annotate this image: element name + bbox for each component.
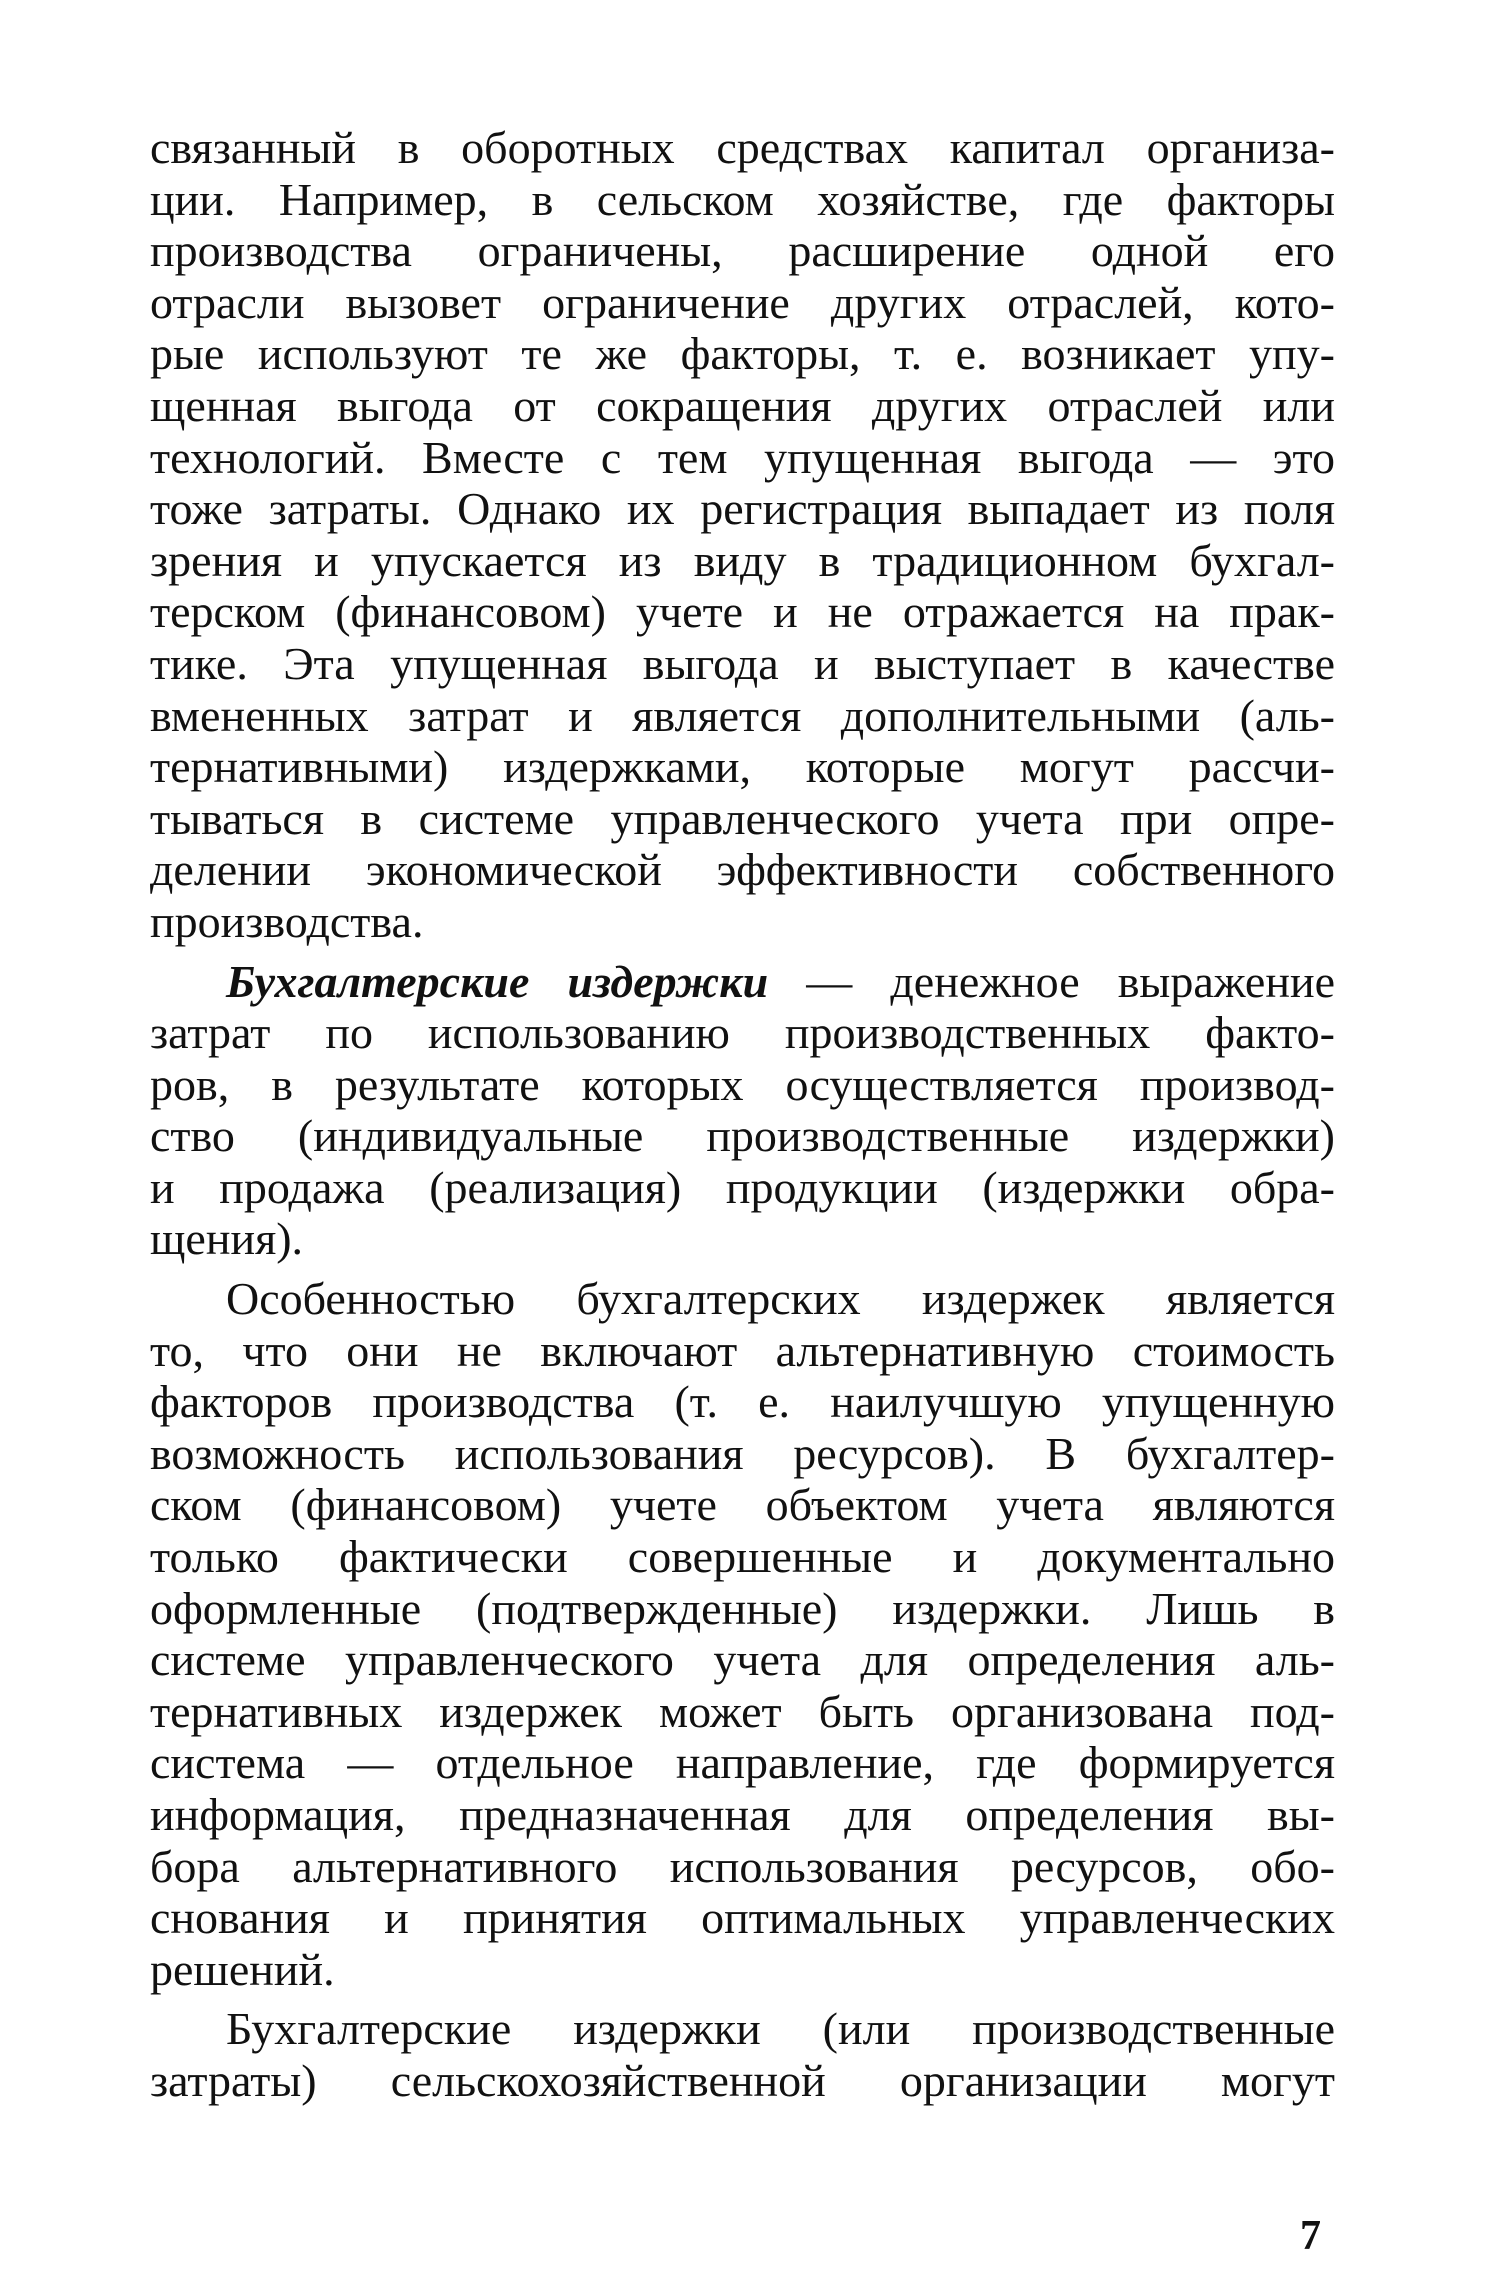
text-line: ров, в результате которых осуществляется производ- — [150, 1058, 1335, 1110]
text-line: возможность использования ресурсов). В бухгалтер- — [150, 1427, 1335, 1479]
text-line: производства. — [150, 895, 424, 947]
text-line: то, что они не включают альтернативную стоимость — [150, 1324, 1335, 1376]
defined-term: Бухгалтерские издержки — [226, 955, 769, 1007]
text-line: тываться в системе управленческого учета при опре- — [150, 792, 1335, 844]
text-line: и продажа (реализация) продукции (издержки обра- — [150, 1161, 1335, 1213]
text-line: ство (индивидуальные производственные издержки) — [150, 1110, 1335, 1162]
text-line — [150, 956, 1335, 1008]
text-line: решений. — [150, 1943, 335, 1995]
text-line: информация, предназначенная для определения вы- — [150, 1789, 1335, 1840]
text-line: Особенностью бухгалтерских издержек является — [226, 1273, 1335, 1325]
text-line: отрасли вызовет ограничение других отраслей, кото- — [150, 276, 1335, 328]
text-line: только фактически совершенные и документально — [150, 1531, 1335, 1583]
text-line: система — отдельное направление, где формируется — [150, 1737, 1335, 1789]
paragraph-1 — [150, 122, 1335, 948]
paragraph-2 — [150, 956, 1335, 1266]
text-line: затраты) сельскохозяйственной организации могут — [150, 2054, 1335, 2106]
text-line: тернативных издержек может быть организована под- — [150, 1685, 1335, 1737]
text-line: щения). — [150, 1213, 304, 1265]
paragraph-3 — [150, 1273, 1335, 1995]
text-line: тике. Эта упущенная выгода и выступает в качестве — [150, 637, 1335, 689]
page-body — [150, 122, 1335, 2107]
text-line: снования и принятия оптимальных управленческих — [150, 1892, 1335, 1944]
text-line: оформленные (подтвержденные) издержки. Лишь в — [150, 1582, 1335, 1634]
text-line: ции. Например, в сельском хозяйстве, где факторы — [150, 173, 1335, 225]
text-line: системе управленческого учета для определения аль- — [150, 1634, 1335, 1686]
text-line: технологий. Вместе с тем упущенная выгода — это — [150, 431, 1335, 483]
text-line: терском (финансовом) учете и не отражается на прак- — [150, 586, 1335, 638]
definition-start: — денежное выражение — [768, 955, 1335, 1007]
page-number: 7 — [1300, 2213, 1321, 2259]
text-line: связанный в оборотных средствах капитал организа- — [150, 122, 1335, 173]
text-line: тернативными) издержками, которые могут рассчи- — [150, 741, 1335, 793]
text-line: вмененных затрат и является дополнительными (аль- — [150, 689, 1335, 741]
text-line: рые используют те же факторы, т. е. возникает упу- — [150, 328, 1335, 380]
text-line: производства ограничены, расширение одной его — [150, 225, 1335, 277]
text-line: Бухгалтерские издержки (или производственные — [226, 2003, 1335, 2055]
text-line: тоже затраты. Однако их регистрация выпадает из поля — [150, 483, 1335, 535]
text-line: щенная выгода от сокращения других отраслей или — [150, 379, 1335, 431]
text-line: факторов производства (т. е. наилучшую упущенную — [150, 1376, 1335, 1428]
text-line: делении экономической эффективности собственного — [150, 844, 1335, 896]
text-line: затрат по использованию производственных факто- — [150, 1007, 1335, 1059]
text-line: бора альтернативного использования ресурсов, обо- — [150, 1840, 1335, 1892]
text-line: ском (финансовом) учете объектом учета являются — [150, 1479, 1335, 1531]
text-line: зрения и упускается из виду в традиционном бухгал- — [150, 534, 1335, 586]
paragraph-4 — [150, 2003, 1335, 2106]
